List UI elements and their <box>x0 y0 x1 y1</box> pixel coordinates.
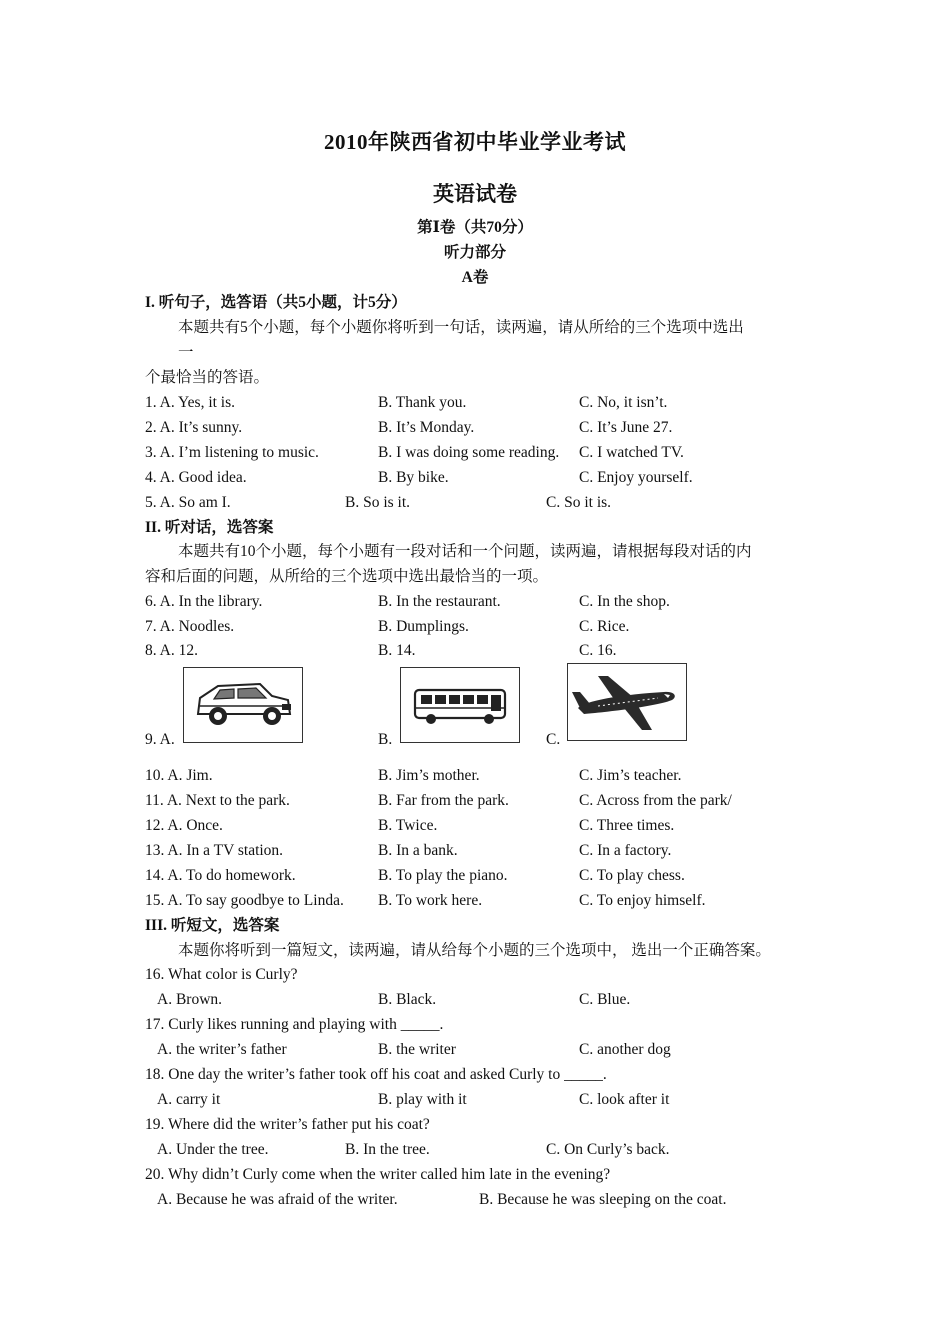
option-b: B. To work here. <box>378 892 483 909</box>
part3-heading: III. 听短文，选答案 <box>145 917 280 934</box>
option-c: C. To enjoy himself. <box>579 892 706 909</box>
option-c: C. Jim’s teacher. <box>579 767 682 784</box>
option-b: B. <box>378 731 393 748</box>
option-b: B. Because he was sleeping on the coat. <box>479 1191 727 1208</box>
option-c: C. Rice. <box>579 618 630 635</box>
airplane-picture <box>567 663 687 741</box>
subject-title: 英语试卷 <box>433 182 517 206</box>
option-b: B. I was doing some reading. <box>378 444 560 461</box>
option-c: C. look after it <box>579 1091 670 1108</box>
option-a: 2. A. It’s sunny. <box>145 419 243 436</box>
option-c: C. On Curly’s back. <box>546 1141 670 1158</box>
car-icon <box>184 668 302 742</box>
option-a: A. carry it <box>157 1091 221 1108</box>
option-b: B. play with it <box>378 1091 467 1108</box>
section-heading: 听力部分 <box>443 244 506 261</box>
option-a: 15. A. To say goodbye to Linda. <box>145 892 344 909</box>
option-c: C. I watched TV. <box>579 444 684 461</box>
part3-instruction: 本题你将听到一篇短文，读两遍，请从给每个小题的三个选项中， 选出一个正确答案。 <box>178 942 771 959</box>
airplane-icon <box>568 664 686 740</box>
option-c: C. 16. <box>579 642 617 659</box>
question-stem: 18. One day the writer’s father took off his coat and asked Curly to _____. <box>145 1066 607 1083</box>
part-heading: 第Ⅰ卷（共70分） <box>417 219 533 236</box>
option-b: B. Thank you. <box>378 394 467 411</box>
option-a: A. the writer’s father <box>157 1041 287 1058</box>
option-a: A. Under the tree. <box>157 1141 269 1158</box>
option-a: 5. A. So am I. <box>145 494 231 511</box>
option-c: C. It’s June 27. <box>579 419 673 436</box>
option-c: C. In the shop. <box>579 593 670 610</box>
option-c: C. another dog <box>579 1041 671 1058</box>
option-c: C. To play chess. <box>579 867 685 884</box>
option-b: B. Black. <box>378 991 437 1008</box>
option-b: B. the writer <box>378 1041 456 1058</box>
option-a: 1. A. Yes, it is. <box>145 394 236 411</box>
option-b: B. In a bank. <box>378 842 458 859</box>
option-a: 12. A. Once. <box>145 817 223 834</box>
option-b: B. It’s Monday. <box>378 419 475 436</box>
part2-instruction-line1: 本题共有10个小题，每个小题有一段对话和一个问题，读两遍，请根据每段对话的内 <box>178 543 752 560</box>
option-c: C. So it is. <box>546 494 612 511</box>
question-stem: 20. Why didn’t Curly come when the writer called him late in the evening? <box>145 1166 611 1183</box>
part1-instruction-line3: 个最恰当的答语。 <box>145 369 270 386</box>
option-a: A. Brown. <box>157 991 223 1008</box>
part2-instruction-line2: 容和后面的问题，从所给的三个选项中选出最恰当的一项。 <box>145 568 549 585</box>
option-c: C. Blue. <box>579 991 631 1008</box>
option-a: 14. A. To do homework. <box>145 867 296 884</box>
option-a: 4. A. Good idea. <box>145 469 247 486</box>
option-a: 10. A. Jim. <box>145 767 213 784</box>
option-a: 8. A. 12. <box>145 642 198 659</box>
car-picture <box>183 667 303 743</box>
option-b: B. By bike. <box>378 469 449 486</box>
option-a: 9. A. <box>145 731 175 748</box>
option-b: B. Far from the park. <box>378 792 509 809</box>
option-c: C. No, it isn’t. <box>579 394 668 411</box>
option-c: C. Enjoy yourself. <box>579 469 693 486</box>
bus-picture <box>400 667 520 743</box>
part1-instruction-line1: 本题共有5个小题，每个小题你将听到一句话，读两遍，请从所给的三个选项中选出 <box>178 319 744 336</box>
part1-heading: I. 听句子，选答语（共5小题，计5分） <box>145 294 407 311</box>
option-a: 11. A. Next to the park. <box>145 792 290 809</box>
option-a: 7. A. Noodles. <box>145 618 235 635</box>
option-b: B. Twice. <box>378 817 438 834</box>
option-b: B. In the tree. <box>345 1141 430 1158</box>
part1-instruction-line2: 一 <box>178 344 194 361</box>
option-a: 6. A. In the library. <box>145 593 263 610</box>
option-b: B. Jim’s mother. <box>378 767 480 784</box>
paper-heading: A卷 <box>461 269 489 286</box>
option-b: B. Dumplings. <box>378 618 469 635</box>
question-stem: 16. What color is Curly? <box>145 966 298 983</box>
option-c: C. <box>546 731 561 748</box>
option-c: C. In a factory. <box>579 842 672 859</box>
option-b: B. So is it. <box>345 494 411 511</box>
option-b: B. In the restaurant. <box>378 593 501 610</box>
question-stem: 17. Curly likes running and playing with _____. <box>145 1016 444 1033</box>
option-a: 3. A. I’m listening to music. <box>145 444 319 461</box>
option-b: B. 14. <box>378 642 416 659</box>
option-c: C. Three times. <box>579 817 675 834</box>
question-stem: 19. Where did the writer’s father put his coat? <box>145 1116 430 1133</box>
exam-title: 2010年陕西省初中毕业学业考试 <box>324 130 626 154</box>
option-a: 13. A. In a TV station. <box>145 842 284 859</box>
bus-icon <box>401 668 519 742</box>
option-b: B. To play the piano. <box>378 867 508 884</box>
option-c: C. Across from the park/ <box>579 792 732 809</box>
part2-heading: II. 听对话，选答案 <box>145 519 274 536</box>
option-a: A. Because he was afraid of the writer. <box>157 1191 398 1208</box>
